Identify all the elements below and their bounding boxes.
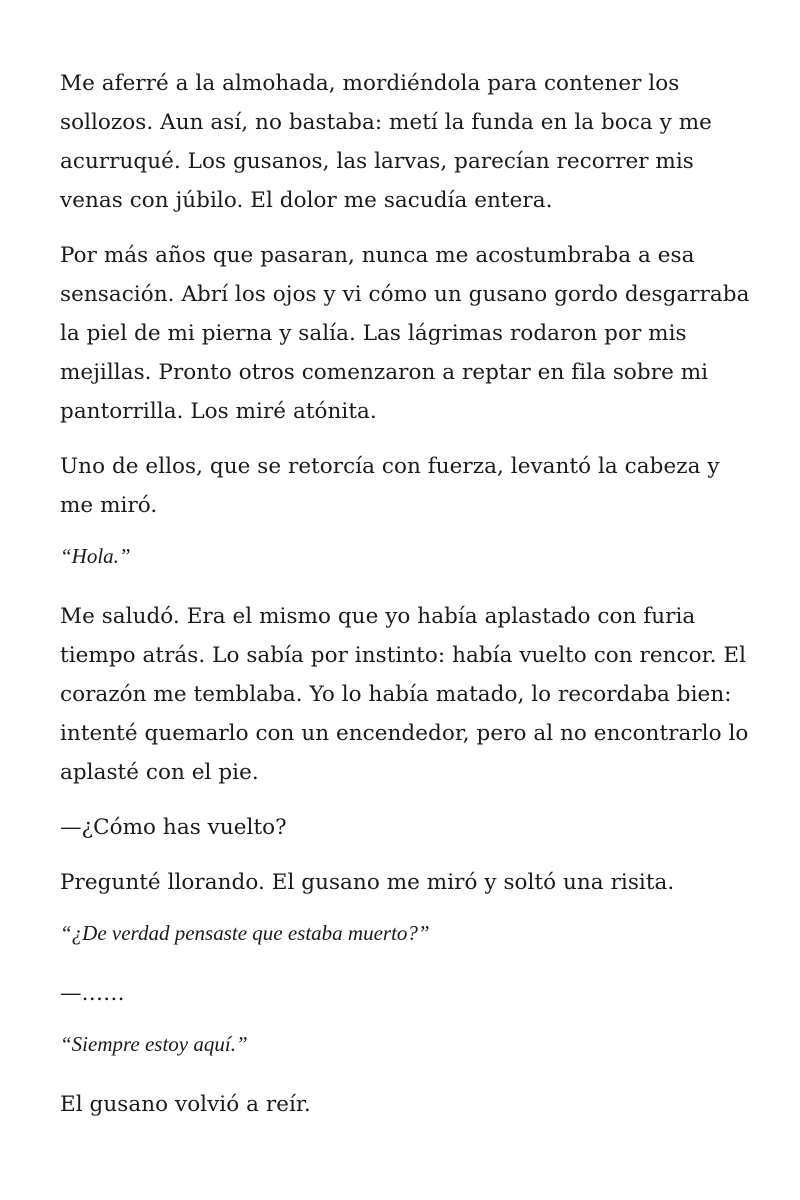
paragraph-laughed-again: El gusano volvió a reír. xyxy=(60,1092,311,1117)
worm-quote-siempre: “Siempre estoy aquí.” xyxy=(60,1032,248,1056)
dialog-como-has-vuelto: —¿Cómo has vuelto? xyxy=(60,815,287,840)
paragraph-pillow: Me aferré a la almohada, mordiéndola para contener los sollozos. Aun así, no bastaba: metí la funda en la boca y me acurruqué. Los gusanos, las larvas, parecían recorrer mis venas con júbilo. El dolor me sacudía entera. xyxy=(60,71,712,213)
worm-quote-hola: “Hola.” xyxy=(60,544,131,568)
worm-quote-muerto: “¿De verdad pensaste que estaba muerto?” xyxy=(60,921,430,945)
dialog-ellipsis: —…… xyxy=(60,981,125,1006)
paragraph-asked-crying: Pregunté llorando. El gusano me miró y soltó una risita. xyxy=(60,870,675,895)
paragraph-greeting: Me saludó. Era el mismo que yo había aplastado con furia tiempo atrás. Lo sabía por instinto: había vuelto con rencor. El corazón me temblaba. Yo lo había matado, lo recordaba bien: intenté quemarlo con un encendedor, pero al no encontrarlo lo aplasté con el pie. xyxy=(60,604,749,785)
paragraph-sensation: Por más años que pasaran, nunca me acostumbraba a esa sensación. Abrí los ojos y vi cómo un gusano gordo desgarraba la piel de mi pierna y salía. Las lágrimas rodaron por mis mejillas. Pronto otros comenzaron a reptar en fila sobre mi pantorrilla. Los miré atónita. xyxy=(60,243,750,424)
paragraph-worm-looks: Uno de ellos, que se retorcía con fuerza, levantó la cabeza y me miró. xyxy=(60,454,720,518)
document-page xyxy=(60,64,750,1140)
